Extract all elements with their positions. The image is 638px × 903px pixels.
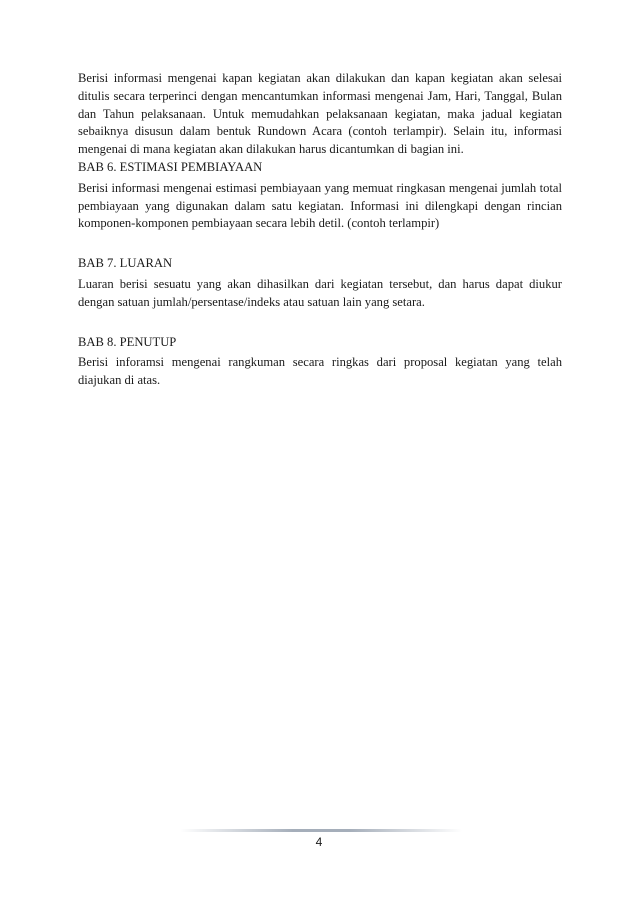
page-number: 4 (315, 835, 323, 849)
section-body-bab-6: Berisi informasi mengenai estimasi pembiayaan yang memuat ringkasan mengenai jumlah total pembiayaan yang digunakan dalam satu kegiatan. Informasi ini dilengkapi dengan rincian komponen-komponen pembiayaan secara lebih detil. (contoh terlampir) (78, 180, 562, 231)
section-heading-bab-6: BAB 6. ESTIMASI PEMBIAYAAN (78, 159, 263, 174)
section-body-bab-8: Berisi inforamsi mengenai rangkuman secara ringkas dari proposal kegiatan yang telah diajukan di atas. (78, 355, 562, 388)
document-body (78, 70, 562, 390)
intro-paragraph: Berisi informasi mengenai kapan kegiatan akan dilakukan dan kapan kegiatan akan selesai ditulis secara terperinci dengan mencantumkan informasi mengenai Jam, Hari, Tanggal, Bulan dan Tahun pelaksanaan. Untuk memudahkan pelaksanaan kegiatan, maka jadual kegiatan sebaiknya disusun dalam bentuk Rundown Acara (contoh terlampir). Selain itu, informasi mengenai di mana kegiatan akan dilakukan harus dicantumkan di bagian ini. (78, 71, 562, 157)
section-heading-bab-7: BAB 7. LUARAN (78, 256, 173, 271)
section-body-bab-7: Luaran berisi sesuatu yang akan dihasilkan dari kegiatan tersebut, dan harus dapat diukur dengan satuan jumlah/persentase/indeks atau satuan lain yang setara. (78, 276, 562, 309)
section-heading-bab-8: BAB 8. PENUTUP (78, 334, 177, 349)
footer-divider (180, 829, 462, 832)
